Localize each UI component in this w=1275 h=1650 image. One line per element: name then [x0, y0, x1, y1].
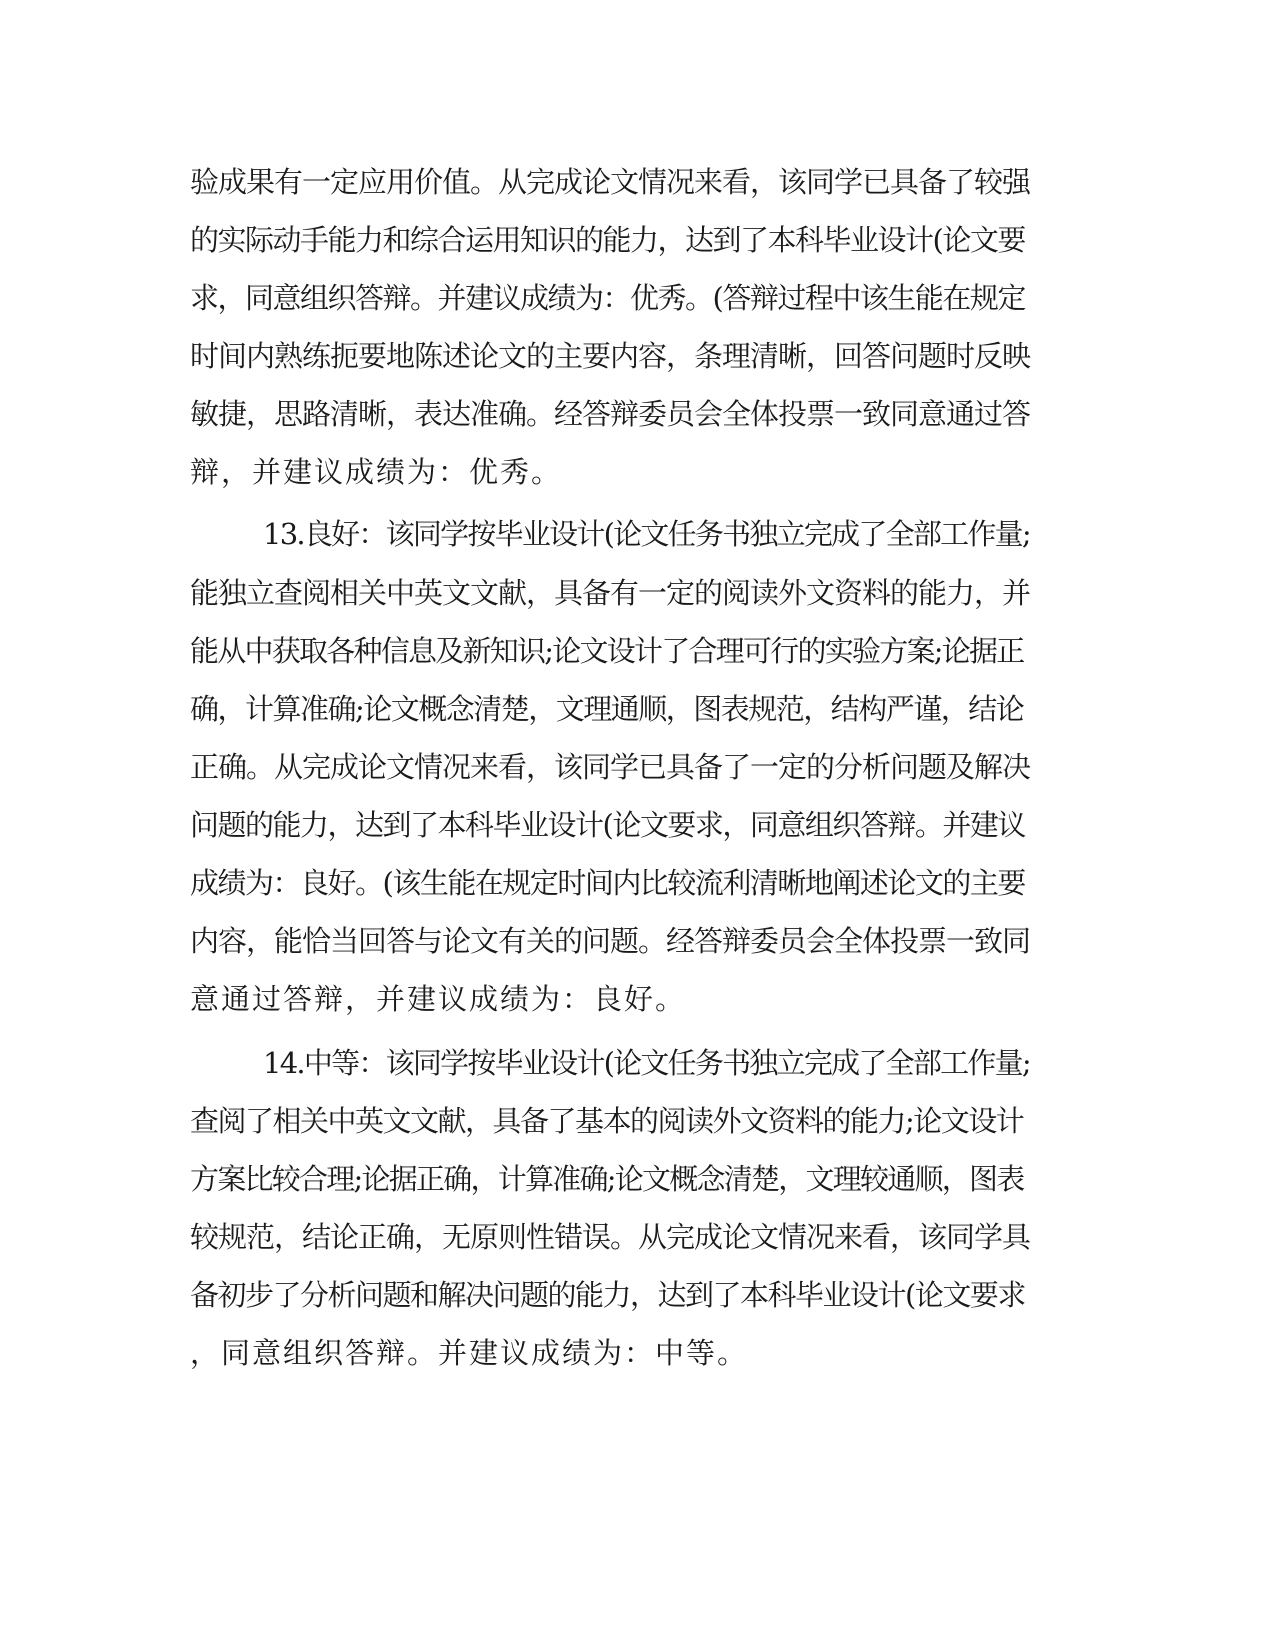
text-line: 14.中等：该同学按毕业设计(论文任务书独立完成了全部工作量;	[263, 1046, 1030, 1080]
text-line: 意通过答辩，并建议成绩为：良好。	[190, 982, 687, 1016]
text-line: 13.良好：该同学按毕业设计(论文任务书独立完成了全部工作量;	[263, 517, 1030, 551]
text-line: 验成果有一定应用价值。从完成论文情况来看，该同学已具备了较强	[190, 165, 1031, 199]
text-line: 备初步了分析问题和解决问题的能力，达到了本科毕业设计(论文要求	[190, 1278, 1025, 1312]
text-line: 正确。从完成论文情况来看，该同学已具备了一定的分析问题及解决	[190, 750, 1031, 784]
text-line: ，同意组织答辩。并建议成绩为：中等。	[190, 1336, 749, 1370]
text-line: 能独立查阅相关中英文文献，具备有一定的阅读外文资料的能力，并	[190, 576, 1031, 610]
text-line: 方案比较合理;论据正确，计算准确;论文概念清楚，文理较通顺，图表	[190, 1162, 1024, 1196]
text-line: 内容，能恰当回答与论文有关的问题。经答辩委员会全体投票一致同	[190, 924, 1031, 958]
text-line: 求，同意组织答辩。并建议成绩为：优秀。(答辩过程中该生能在规定	[190, 281, 1025, 315]
text-line: 的实际动手能力和综合运用知识的能力，达到了本科毕业设计(论文要	[190, 223, 1025, 257]
text-line: 确，计算准确;论文概念清楚，文理通顺，图表规范，结构严谨，结论	[190, 692, 1024, 726]
text-line: 能从中获取各种信息及新知识;论文设计了合理可行的实验方案;论据正	[190, 634, 1024, 668]
text-line: 查阅了相关中英文文献，具备了基本的阅读外文资料的能力;论文设计	[190, 1104, 1024, 1138]
text-line: 问题的能力，达到了本科毕业设计(论文要求，同意组织答辩。并建议	[190, 808, 1025, 842]
text-line: 较规范，结论正确，无原则性错误。从完成论文情况来看，该同学具	[190, 1220, 1031, 1254]
text-line: 时间内熟练扼要地陈述论文的主要内容，条理清晰，回答问题时反映	[190, 339, 1031, 373]
text-line: 成绩为：良好。(该生能在规定时间内比较流利清晰地阐述论文的主要	[190, 866, 1025, 900]
text-line: 敏捷，思路清晰，表达准确。经答辩委员会全体投票一致同意通过答	[190, 397, 1031, 431]
text-line: 辩，并建议成绩为：优秀。	[190, 455, 563, 489]
